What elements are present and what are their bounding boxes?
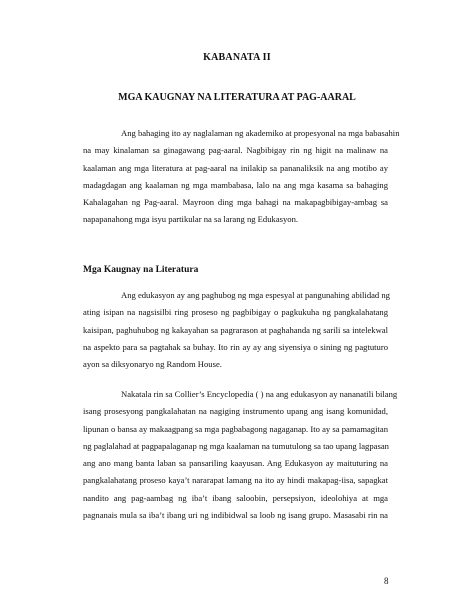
- paragraph-line: pangkalahatang proseso kaya’t nararapat lamang na ito ay hindi makapag-iisa, sapagkat: [83, 475, 388, 486]
- paragraph-line: na may kinalaman sa ginagawang pag-aaral. Nagbibigay rin ng higit na malinaw na: [83, 145, 388, 156]
- paragraph-line: Ang bahaging ito ay naglalaman ng akademiko at propesyonal na mga babasahin: [121, 128, 400, 138]
- page-number: 8: [384, 576, 389, 586]
- paragraph-line: nandito ang pag-aambag ng iba’t ibang saloobin, persepsiyon, ideolohiya at mga: [83, 492, 388, 503]
- chapter-label: KABANATA II: [203, 52, 271, 63]
- body-paragraph: [83, 386, 398, 524]
- section-heading: Mga Kaugnay na Literatura: [83, 265, 199, 275]
- chapter-title: MGA KAUGNAY NA LITERATURA AT PAG-AARAL: [118, 92, 356, 103]
- paragraph-line: pagnanais mula sa iba’t ibang uri ng indibidwal sa loob ng isang grupo. Masasabi rin na: [83, 510, 388, 521]
- paragraph-line: ayon sa diksyonaryo ng Random House.: [83, 359, 222, 370]
- paragraph-line: Nakatala rin sa Collier’s Encyclopedia ( ) na ang edukasyon ay nananatili bilang: [121, 389, 398, 399]
- paragraph-line: isang prosesyong pangkalahatan na nagiging instrumento upang ang isang komunidad,: [83, 406, 388, 417]
- paragraph-line: Kahalagahan ng Pag-aaral. Mayroon ding mga bahagi na makapagbibigay-ambag sa: [83, 197, 388, 208]
- body-paragraph: [83, 287, 388, 373]
- paragraph-line: kaisipan, paghuhubog ng kakayahan sa pagrarason at paghahanda ng sarili sa intelekwal: [83, 324, 388, 335]
- paragraph-line: ang ano mang banta laban sa pansariling kaayusan. Ang Edukasyon ay maituturing na: [83, 458, 388, 469]
- paragraph-line: ng paglalahad at pagpapalaganap ng mga kaalaman na tumutulong sa tao upang lagpasan: [83, 440, 389, 451]
- intro-paragraph: [83, 125, 400, 229]
- paragraph-line: ating isipan na nagsisilbi ring proseso ng pagbibigay o pagkukuha ng pangkalahatang: [83, 307, 388, 318]
- paragraph-line: Ang edukasyon ay ang paghubog ng mga espesyal at pangunahing abilidad ng: [121, 290, 390, 300]
- paragraph-line: lipunan o bansa ay makaagpang sa mga pagbabagong nagaganap. Ito ay sa pamamagitan: [83, 423, 388, 434]
- paragraph-line: na aspekto para sa pagtahak sa buhay. Ito rin ay ay ang siyensiya o sining ng pagtuturo: [83, 341, 388, 352]
- paragraph-line: kaalaman ang mga literatura at pag-aaral na inilakip sa pananaliksik na ang motibo ay: [83, 162, 388, 173]
- paragraph-line: madagdagan ang kaalaman ng mga mambabasa, lalo na ang mga kasama sa bahaging: [83, 179, 388, 190]
- paragraph-line: napapanahong mga isyu partikular na sa larang ng Edukasyon.: [83, 214, 299, 225]
